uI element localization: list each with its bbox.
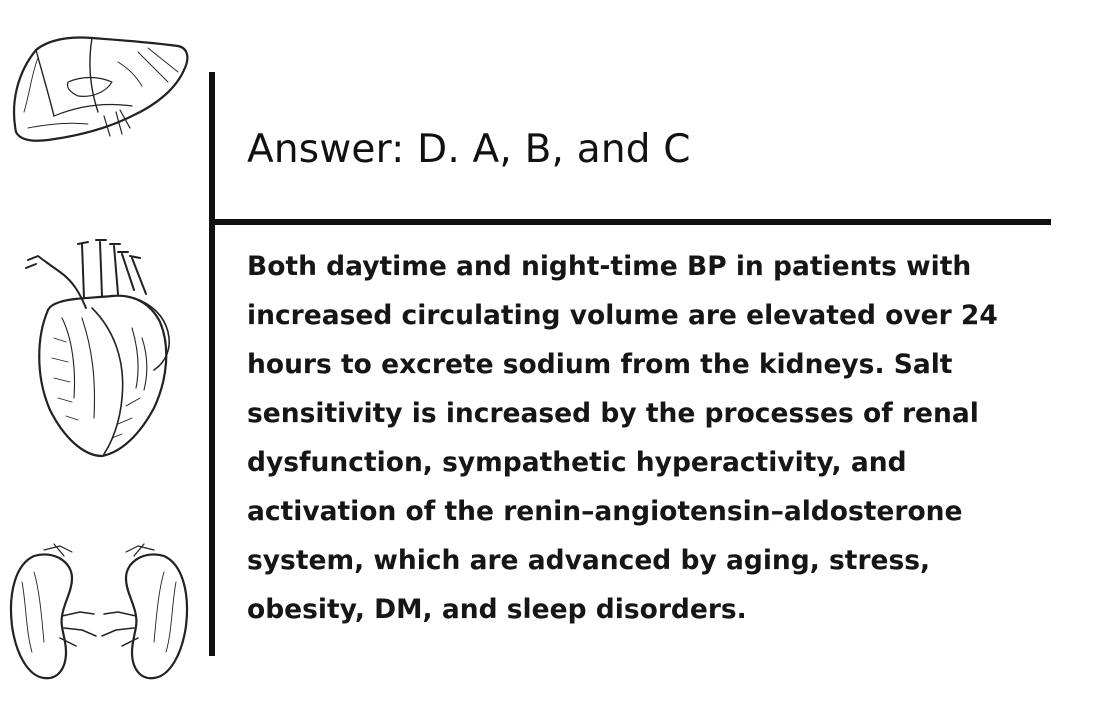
explanation-line: hours to excrete sodium from the kidneys. Salt [247, 349, 953, 380]
kidneys-illustration [4, 542, 194, 686]
explanation-text [247, 242, 1047, 634]
explanation-line: increased circulating volume are elevated over 24 [247, 300, 998, 331]
liver-illustration [8, 32, 192, 144]
explanation-line: activation of the renin–angiotensin–aldosterone [247, 496, 963, 527]
vertical-divider [209, 72, 215, 656]
answer-title: Answer: D. A, B, and C [247, 127, 691, 172]
explanation-line: sensitivity is increased by the processes of renal [247, 398, 979, 429]
explanation-line: dysfunction, sympathetic hyperactivity, and [247, 447, 907, 478]
explanation-line: Both daytime and night-time BP in patients with [247, 251, 972, 282]
explanation-line: system, which are advanced by aging, stress, [247, 545, 931, 576]
horizontal-divider [209, 219, 1051, 225]
heart-illustration [22, 238, 182, 460]
explanation-line: obesity, DM, and sleep disorders. [247, 594, 747, 625]
